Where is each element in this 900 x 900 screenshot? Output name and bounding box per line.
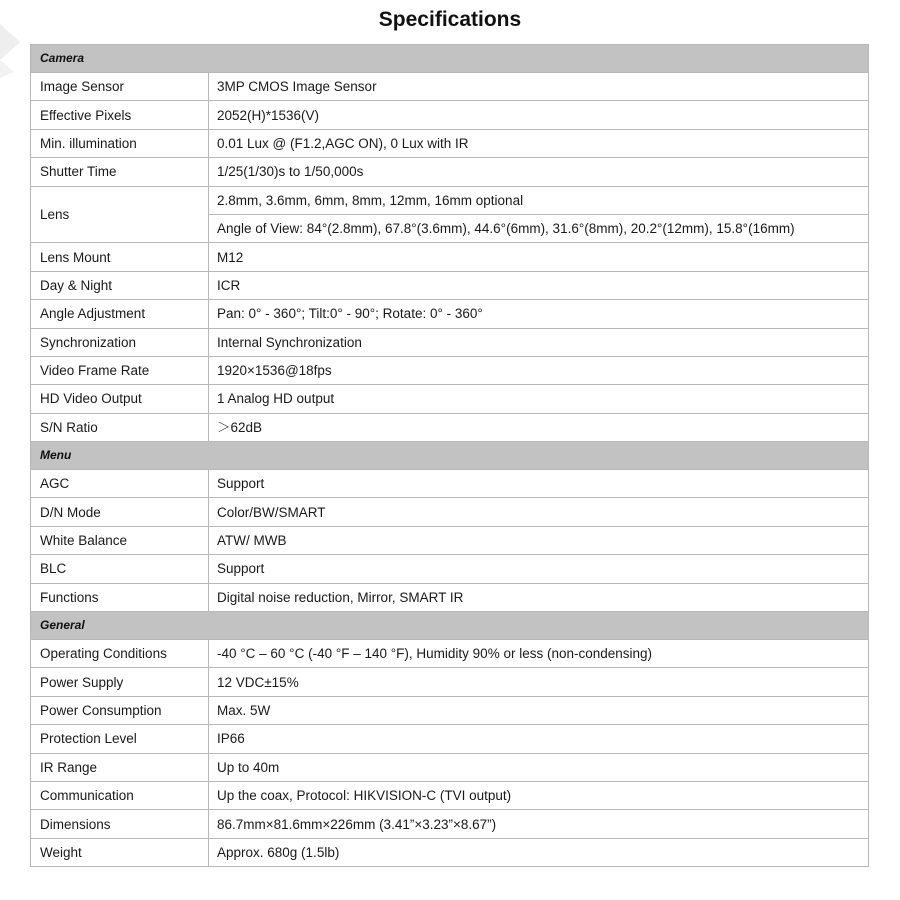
table-row bbox=[31, 668, 869, 696]
spec-value: Pan: 0° - 360°; Tilt:0° - 90°; Rotate: 0° - 360° bbox=[209, 300, 869, 328]
spec-value: Support bbox=[209, 555, 869, 583]
spec-value: 1 Analog HD output bbox=[209, 385, 869, 413]
spec-value: Angle of View: 84°(2.8mm), 67.8°(3.6mm), 44.6°(6mm), 31.6°(8mm), 20.2°(12mm), 15.8°(16mm) bbox=[209, 214, 869, 242]
spec-value: Up the coax, Protocol: HIKVISION-C (TVI output) bbox=[209, 781, 869, 809]
table-row bbox=[31, 753, 869, 781]
table-row bbox=[31, 470, 869, 498]
spec-value: 2052(H)*1536(V) bbox=[209, 101, 869, 129]
spec-label: IR Range bbox=[31, 753, 209, 781]
spec-value: Approx. 680g (1.5lb) bbox=[209, 838, 869, 866]
table-row bbox=[31, 696, 869, 724]
section-header-camera bbox=[31, 45, 869, 73]
table-row bbox=[31, 243, 869, 271]
table-row bbox=[31, 271, 869, 299]
spec-label: Image Sensor bbox=[31, 73, 209, 101]
spec-label: Communication bbox=[31, 781, 209, 809]
spec-label: Video Frame Rate bbox=[31, 356, 209, 384]
spec-label: Dimensions bbox=[31, 810, 209, 838]
table-row bbox=[31, 555, 869, 583]
spec-label: Shutter Time bbox=[31, 158, 209, 186]
spec-value: Color/BW/SMART bbox=[209, 498, 869, 526]
table-row bbox=[31, 640, 869, 668]
section-header-menu bbox=[31, 442, 869, 470]
spec-label: Functions bbox=[31, 583, 209, 611]
spec-value: 3MP CMOS Image Sensor bbox=[209, 73, 869, 101]
spec-value: Internal Synchronization bbox=[209, 328, 869, 356]
section-header-general bbox=[31, 612, 869, 640]
table-row bbox=[31, 158, 869, 186]
spec-value: ICR bbox=[209, 271, 869, 299]
section-title: Camera bbox=[31, 45, 869, 73]
spec-value: -40 °C – 60 °C (-40 °F – 140 °F), Humidity 90% or less (non-condensing) bbox=[209, 640, 869, 668]
spec-label: Weight bbox=[31, 838, 209, 866]
spec-label: D/N Mode bbox=[31, 498, 209, 526]
spec-value: Up to 40m bbox=[209, 753, 869, 781]
table-row bbox=[31, 129, 869, 157]
spec-label: Synchronization bbox=[31, 328, 209, 356]
spec-value: ＞62dB bbox=[209, 413, 869, 441]
spec-value: Digital noise reduction, Mirror, SMART IR bbox=[209, 583, 869, 611]
section-title: General bbox=[31, 612, 869, 640]
spec-label: BLC bbox=[31, 555, 209, 583]
spec-value: 12 VDC±15% bbox=[209, 668, 869, 696]
table-row bbox=[31, 356, 869, 384]
table-row bbox=[31, 725, 869, 753]
spec-label: Lens bbox=[31, 186, 209, 243]
table-row bbox=[31, 498, 869, 526]
table-row bbox=[31, 810, 869, 838]
spec-label: Day & Night bbox=[31, 271, 209, 299]
spec-value: 0.01 Lux @ (F1.2,AGC ON), 0 Lux with IR bbox=[209, 129, 869, 157]
spec-value: M12 bbox=[209, 243, 869, 271]
spec-label: Angle Adjustment bbox=[31, 300, 209, 328]
spec-label: AGC bbox=[31, 470, 209, 498]
table-row bbox=[31, 838, 869, 866]
spec-value: 2.8mm, 3.6mm, 6mm, 8mm, 12mm, 16mm optional bbox=[209, 186, 869, 214]
spec-label: Power Consumption bbox=[31, 696, 209, 724]
spec-label: Operating Conditions bbox=[31, 640, 209, 668]
table-row bbox=[31, 385, 869, 413]
spec-table bbox=[30, 44, 869, 867]
spec-value: Max. 5W bbox=[209, 696, 869, 724]
table-row bbox=[31, 300, 869, 328]
table-row bbox=[31, 781, 869, 809]
table-row bbox=[31, 328, 869, 356]
table-row bbox=[31, 186, 869, 214]
spec-value: 86.7mm×81.6mm×226mm (3.41”×3.23”×8.67”) bbox=[209, 810, 869, 838]
spec-value: 1920×1536@18fps bbox=[209, 356, 869, 384]
spec-label: White Balance bbox=[31, 526, 209, 554]
spec-value: 1/25(1/30)s to 1/50,000s bbox=[209, 158, 869, 186]
table-row bbox=[31, 101, 869, 129]
spec-label: Effective Pixels bbox=[31, 101, 209, 129]
section-title: Menu bbox=[31, 442, 869, 470]
spec-value: ATW/ MWB bbox=[209, 526, 869, 554]
spec-value: IP66 bbox=[209, 725, 869, 753]
spec-label: Power Supply bbox=[31, 668, 209, 696]
spec-label: Lens Mount bbox=[31, 243, 209, 271]
spec-label: Protection Level bbox=[31, 725, 209, 753]
spec-value: Support bbox=[209, 470, 869, 498]
spec-label: S/N Ratio bbox=[31, 413, 209, 441]
table-row bbox=[31, 526, 869, 554]
page-title: Specifications bbox=[378, 8, 522, 31]
table-row bbox=[31, 73, 869, 101]
table-row bbox=[31, 413, 869, 441]
spec-label: Min. illumination bbox=[31, 129, 209, 157]
spec-label: HD Video Output bbox=[31, 385, 209, 413]
table-row bbox=[31, 583, 869, 611]
